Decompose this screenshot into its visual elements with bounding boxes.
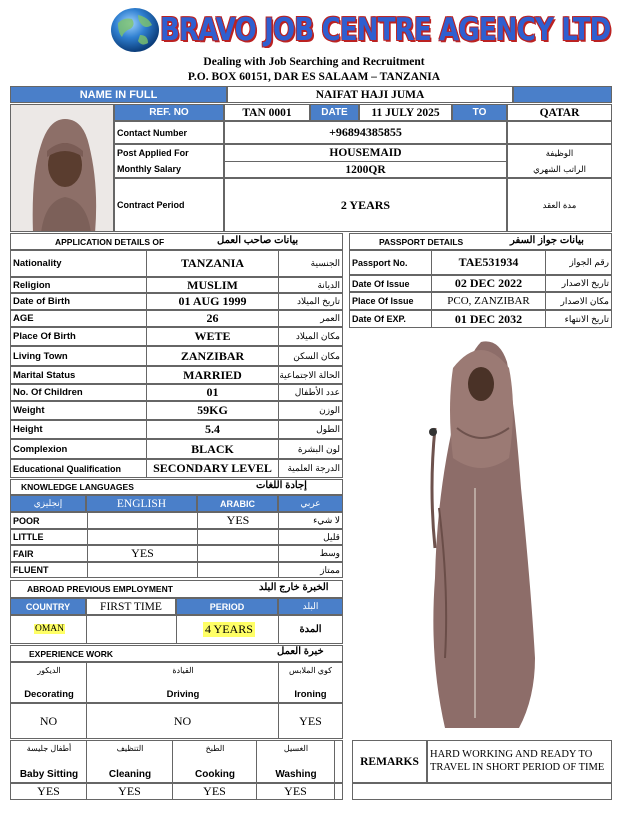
height-ar: الطول xyxy=(316,424,340,434)
dob-ar: تاريخ الميلاد xyxy=(297,296,340,306)
expiry-ar: تاريخ الانتهاء xyxy=(564,313,609,324)
full-body-photo xyxy=(349,328,612,728)
full-name-value: NAIFAT HAJI JUMA xyxy=(227,86,513,103)
decorating-cell xyxy=(11,663,87,702)
post-salary-ar-cell xyxy=(507,144,612,178)
country-col-label: COUNTRY xyxy=(10,598,86,615)
driving-cell xyxy=(87,663,279,702)
place-of-birth-value: WETE xyxy=(146,328,279,345)
post-label: Post Applied For xyxy=(117,148,189,158)
age-label: AGE xyxy=(13,313,34,324)
col-english: ENGLISH xyxy=(86,495,197,512)
first-time-label: FIRST TIME xyxy=(86,598,176,615)
poor-arabic: YES xyxy=(198,513,279,528)
height-label: Height xyxy=(13,424,43,435)
little-arabic xyxy=(198,530,279,544)
fair-ar: وسط xyxy=(319,548,340,558)
children-value: 01 xyxy=(146,385,279,400)
ironing-value: YES xyxy=(299,713,322,728)
cleaning-value: YES xyxy=(87,784,173,799)
children-ar: عدد الأطفال xyxy=(294,387,340,397)
name-label: NAME IN FULL xyxy=(10,86,227,103)
col-english-ar: إنجليزي xyxy=(10,495,86,512)
remarks-label: REMARKS xyxy=(352,740,427,783)
salary-value: 1200QR xyxy=(345,164,386,176)
fluent-label: FLUENT xyxy=(13,565,49,575)
cleaning-cell xyxy=(87,741,173,782)
issue-place-value: PCO, ZANZIBAR xyxy=(431,293,546,309)
to-label: TO xyxy=(452,104,507,121)
poor-english xyxy=(87,513,198,528)
education-ar: الدرجة العلمية xyxy=(287,463,340,473)
weight-label: Weight xyxy=(13,405,45,416)
salary-ar: الراتب الشهري xyxy=(533,163,586,174)
personal-details-table xyxy=(10,250,343,478)
living-town-label: Living Town xyxy=(13,350,68,362)
table-row xyxy=(10,512,343,529)
little-label: LITTLE xyxy=(13,532,44,542)
marital-status-value: MARRIED xyxy=(146,367,279,383)
table-row xyxy=(10,366,343,384)
abroad-header xyxy=(10,580,343,598)
contract-label: Contract Period xyxy=(114,178,224,232)
washing-value: YES xyxy=(257,784,335,799)
living-town-ar: مكان السكن xyxy=(293,350,340,361)
weight-ar: الوزن xyxy=(319,405,340,415)
application-details-label: APPLICATION DETAILS OF xyxy=(55,237,165,247)
table-row xyxy=(349,275,612,292)
fair-arabic xyxy=(198,546,279,561)
experience-title: EXPERIENCE WORK xyxy=(29,649,114,659)
weight-value: 59KG xyxy=(146,402,279,419)
nationality-value: TANZANIA xyxy=(146,251,279,276)
table-row xyxy=(10,384,343,401)
company-logo-globe-icon xyxy=(110,7,160,53)
table-row xyxy=(10,346,343,366)
poor-ar: لا شيء xyxy=(313,515,340,525)
table-row xyxy=(10,293,343,310)
ironing-ar: كوي الملابس xyxy=(289,665,332,675)
baby-sitting-value: YES xyxy=(11,784,87,799)
post-ar: الوظيفة xyxy=(545,147,574,158)
contact-ar-cell xyxy=(507,121,612,144)
experience-title-ar: خبرة العمل xyxy=(277,646,324,657)
driving-value: NO xyxy=(87,704,279,738)
country-cell xyxy=(11,616,87,643)
experience-row-1 xyxy=(10,662,343,703)
table-row xyxy=(10,545,343,562)
ref-no-label: REF. NO xyxy=(114,104,224,121)
poor-label: POOR xyxy=(13,515,40,526)
expiry-label: Date Of EXP. xyxy=(352,314,406,324)
table-row xyxy=(10,459,343,478)
ironing-label: Ironing xyxy=(294,688,327,700)
salary-label: Monthly Salary xyxy=(117,164,182,174)
table-row xyxy=(349,292,612,310)
passport-details-label: PASSPORT DETAILS xyxy=(379,237,464,247)
contract-ar: مدة العقد xyxy=(507,178,612,232)
baby-sitting-cell xyxy=(11,741,87,782)
country-value: OMAN xyxy=(35,624,65,634)
little-ar: قليل xyxy=(323,531,340,542)
ironing-cell xyxy=(279,663,342,702)
post-salary-label-cell xyxy=(114,144,224,178)
cleaning-ar: التنظيف xyxy=(116,743,144,753)
company-name: BRAVO JOB CENTRE AGENCY LTD xyxy=(160,12,611,48)
expiry-value: 01 DEC 2032 xyxy=(431,311,546,327)
application-details-header xyxy=(10,233,343,250)
abroad-row xyxy=(10,615,343,644)
name-row-end xyxy=(513,86,612,103)
driving-ar: القيادة xyxy=(172,665,194,675)
post-value: HOUSEMAID xyxy=(225,145,506,162)
company-address: P.O. BOX 60151, DAR ES SALAAM – TANZANIA xyxy=(187,71,441,83)
experience-row-2 xyxy=(10,740,343,783)
cooking-ar: الطبخ xyxy=(205,743,225,753)
first-time-value-cell xyxy=(87,616,177,643)
baby-sitting-label: Baby Sitting xyxy=(19,768,79,780)
driving-label: Driving xyxy=(166,688,200,700)
decorating-value: NO xyxy=(11,704,87,738)
languages-table xyxy=(10,512,343,578)
languages-header xyxy=(10,479,343,495)
date-value: 11 JULY 2025 xyxy=(359,104,452,121)
date-label: DATE xyxy=(310,104,359,121)
marital-status-label: Marital Status xyxy=(13,369,76,381)
remarks-text: HARD WORKING AND READY TO TRAVEL IN SHORT PERIOD OF TIME xyxy=(427,740,612,783)
table-row xyxy=(10,327,343,346)
passport-no-ar: رقم الجواز xyxy=(569,257,609,267)
washing-label: Washing xyxy=(275,768,317,780)
application-details-ar: بيانات صاحب العمل xyxy=(217,235,299,246)
living-town-value: ZANZIBAR xyxy=(146,347,279,365)
table-row xyxy=(10,529,343,545)
fluent-arabic xyxy=(198,563,279,577)
washing-ar: الغسيل xyxy=(283,743,309,753)
passport-details-table xyxy=(349,250,612,328)
children-label: No. Of Children xyxy=(13,387,83,398)
passport-details-header xyxy=(349,233,612,250)
period-value: 4 YEARS xyxy=(205,622,253,636)
period-cell xyxy=(177,616,279,643)
experience-values-2 xyxy=(10,783,343,800)
religion-value: MUSLIM xyxy=(146,278,279,292)
period-ar: المدة xyxy=(299,624,322,635)
table-row xyxy=(10,562,343,578)
post-salary-value-cell xyxy=(224,144,507,178)
issue-place-ar: مكان الاصدار xyxy=(560,295,609,306)
contact-label: Contact Number xyxy=(114,121,224,144)
age-ar: العمر xyxy=(320,313,340,323)
table-row xyxy=(10,439,343,459)
table-row xyxy=(10,420,343,439)
fluent-english xyxy=(87,563,198,577)
experience-values-1 xyxy=(10,703,343,739)
cooking-value: YES xyxy=(173,784,257,799)
languages-title-ar: إجادة اللغات xyxy=(256,480,307,491)
complexion-ar: لون البشرة xyxy=(297,443,340,454)
decorating-label: Decorating xyxy=(24,688,74,700)
ref-no-value: TAN 0001 xyxy=(224,104,310,121)
abroad-title-ar: الخبرة خارج البلد xyxy=(259,582,329,593)
place-of-birth-ar: مكان الميلاد xyxy=(295,331,340,341)
education-label: Educational Qualification xyxy=(13,463,122,474)
passport-no-value: TAE531934 xyxy=(431,251,546,274)
issue-place-label: Place Of Issue xyxy=(352,296,414,306)
fair-english: YES xyxy=(87,546,198,561)
passport-details-ar: بيانات جواز السفر xyxy=(510,235,584,246)
col-arabic-ar: عربي xyxy=(278,495,343,512)
period-col-label: PERIOD xyxy=(176,598,278,615)
table-row xyxy=(10,310,343,327)
country-col-ar: البلد xyxy=(278,598,343,615)
issue-date-ar: تاريخ الاصدار xyxy=(561,278,609,288)
height-value: 5.4 xyxy=(146,421,279,438)
remarks-bottom-row xyxy=(352,783,612,800)
little-english xyxy=(87,530,198,544)
decorating-ar: الديكور xyxy=(37,665,61,675)
education-value: SECONDARY LEVEL xyxy=(146,460,279,477)
cooking-label: Cooking xyxy=(195,768,235,780)
headshot-photo xyxy=(10,104,114,232)
washing-cell xyxy=(257,741,335,782)
religion-label: Religion xyxy=(13,279,51,291)
contract-value: 2 YEARS xyxy=(224,178,507,232)
nationality-ar: الجنسية xyxy=(310,258,340,268)
table-row xyxy=(10,401,343,420)
dob-value: 01 AUG 1999 xyxy=(146,294,279,309)
table-row xyxy=(10,250,343,277)
cooking-cell xyxy=(173,741,257,782)
languages-title: KNOWLEDGE LANGUAGES xyxy=(21,482,134,492)
fluent-ar: ممتاز xyxy=(320,564,340,575)
place-of-birth-label: Place Of Birth xyxy=(13,331,76,342)
table-row xyxy=(349,250,612,275)
abroad-title: ABROAD PREVIOUS EMPLOYMENT xyxy=(27,584,173,594)
religion-ar: الديانة xyxy=(317,279,340,290)
age-value: 26 xyxy=(146,311,279,326)
baby-sitting-ar: أطفال جليسة xyxy=(26,743,72,753)
complexion-label: Complexion xyxy=(13,443,68,455)
issue-date-label: Date Of Issue xyxy=(352,278,410,289)
table-row xyxy=(349,310,612,328)
fair-label: FAIR xyxy=(13,548,34,559)
col-arabic: ARABIC xyxy=(197,495,278,512)
to-value: QATAR xyxy=(507,104,612,121)
dob-label: Date of Birth xyxy=(13,296,70,307)
marital-status-ar: الحالة الاجتماعية xyxy=(279,369,340,380)
passport-no-label: Passport No. xyxy=(352,257,408,268)
nationality-label: Nationality xyxy=(13,258,62,269)
experience-header xyxy=(10,645,343,662)
complexion-value: BLACK xyxy=(146,440,279,458)
table-row xyxy=(10,277,343,293)
cleaning-label: Cleaning xyxy=(108,768,152,780)
contact-value: +96894385855 xyxy=(224,121,507,144)
company-tagline: Dealing with Job Searching and Recruitment xyxy=(203,56,425,68)
issue-date-value: 02 DEC 2022 xyxy=(431,276,546,291)
